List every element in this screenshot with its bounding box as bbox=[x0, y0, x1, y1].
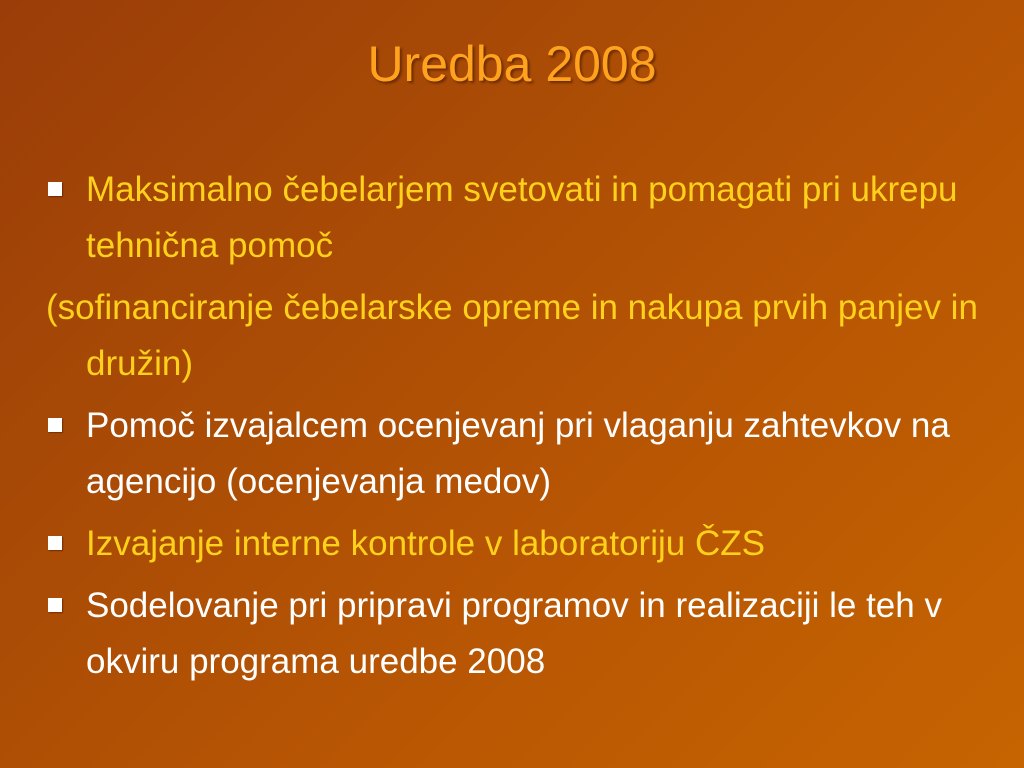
list-item bbox=[46, 578, 1006, 690]
list-item-text: Maksimalno čebelarjem svetovati in pomagati pri ukrepu tehnična pomoč bbox=[86, 170, 958, 265]
square-bullet-icon bbox=[48, 418, 62, 432]
square-bullet-icon bbox=[48, 182, 62, 196]
slide-title: Uredba 2008 bbox=[367, 36, 657, 92]
list-item-continuation bbox=[46, 280, 1006, 392]
list-item-text: Pomoč izvajalcem ocenjevanj pri vlaganju zahtevkov na agencijo (ocenjevanja medov) bbox=[86, 406, 950, 501]
list-item-text: Izvajanje interne kontrole v laboratoriju ČZS bbox=[86, 524, 765, 563]
list-item bbox=[46, 516, 1006, 572]
list-item-text: (sofinanciranje čebelarske opreme in nakupa prvih panjev in družin) bbox=[46, 288, 978, 383]
square-bullet-icon bbox=[48, 536, 62, 550]
square-bullet-icon bbox=[48, 598, 62, 612]
bullet-list bbox=[46, 162, 1006, 696]
list-item bbox=[46, 398, 1006, 510]
list-item bbox=[46, 162, 1006, 274]
list-item-text: Sodelovanje pri pripravi programov in realizaciji le teh v okviru programa uredbe 2008 bbox=[86, 586, 942, 681]
